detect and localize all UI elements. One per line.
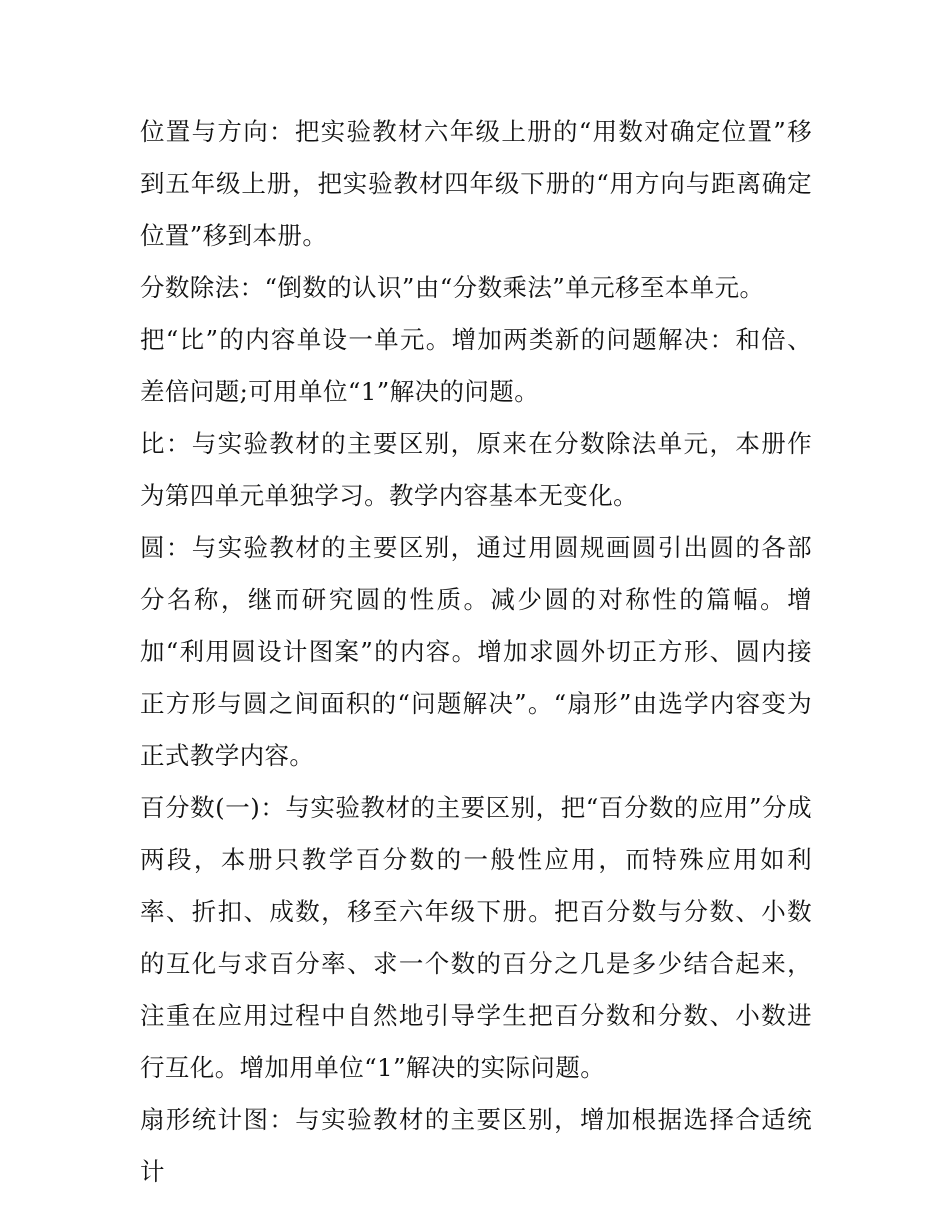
paragraph-circle: 圆：与实验教材的主要区别，通过用圆规画圆引出圆的各部分名称，继而研究圆的性质。减少圆的对称性的篇幅。增加“利用圆设计图案”的内容。增加求圆外切正方形、圆内接正方形与圆之间面积的“问题解决”。“扇形”由选学内容变为正式教学内容。 [140,533,812,770]
paragraph-ratio-unit: 把“比”的内容单设一单元。增加两类新的问题解决：和倍、差倍问题;可用单位“1”解决的问题。 [140,325,812,406]
paragraph-percentage: 百分数(一)：与实验教材的主要区别，把“百分数的应用”分成两段，本册只教学百分数的一般性应用，而特殊应用如利率、折扣、成数，移至六年级下册。把百分数与分数、小数的互化与求百分率、求一个数的百分之几是多少结合起来，注重在应用过程中自然地引导学生把百分数和分数、小数进行互化。增加用单位“1”解决的实际问题。 [140,793,812,1082]
paragraph-position-direction: 位置与方向：把实验教材六年级上册的“用数对确定位置”移到五年级上册，把实验教材四年级下册的“用方向与距离确定位置”移到本册。 [140,117,812,250]
paragraph-fraction-division: 分数除法：“倒数的认识”由“分数乘法”单元移至本单元。 [140,273,765,302]
paragraph-pie-chart: 扇形统计图：与实验教材的主要区别，增加根据选择合适统计 [140,1105,812,1186]
document-body [140,106,812,1198]
paragraph-ratio: 比：与实验教材的主要区别，原来在分数除法单元，本册作为第四单元单独学习。教学内容基本无变化。 [140,429,812,510]
